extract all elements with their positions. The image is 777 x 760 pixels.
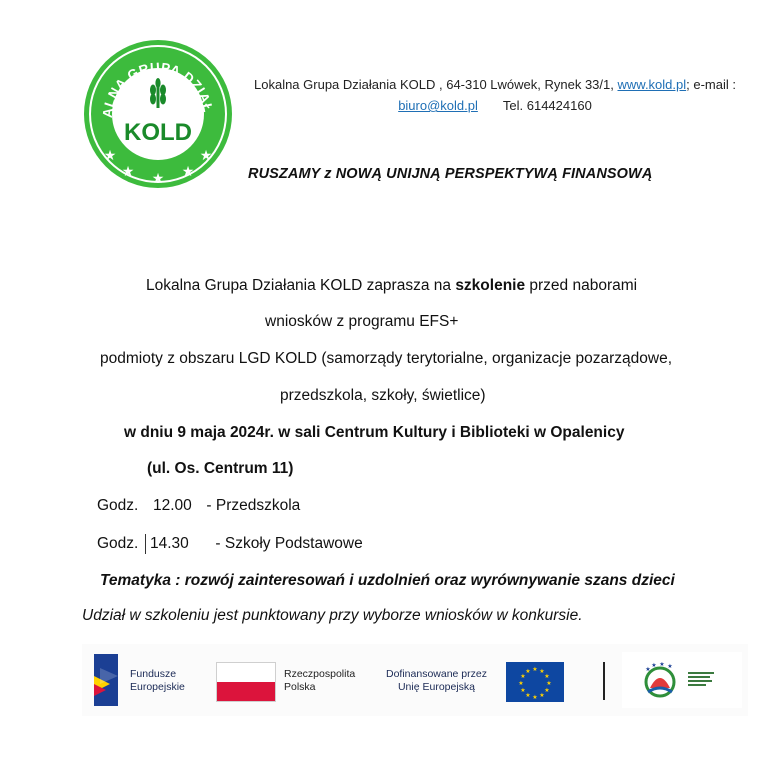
headline: RUSZAMY z NOWĄ UNIJNĄ PERSPEKTYWĄ FINANSOWĄ (248, 166, 653, 182)
eu-line-2: Unię Europejską (397, 681, 476, 693)
svg-text:★: ★ (532, 666, 538, 673)
schedule-label: Godz. (97, 497, 139, 514)
rzeczpospolita-line-2: Polska (284, 681, 316, 693)
website-link[interactable]: www.kold.pl (617, 77, 687, 92)
svg-text:★: ★ (121, 163, 135, 179)
svg-text:★: ★ (520, 687, 526, 694)
note-line: Udział w szkoleniu jest punktowany przy wyborze wniosków w konkursie. (82, 607, 583, 624)
eu-line-1: Dofinansowane przez (386, 668, 487, 680)
email-link[interactable]: biuro@kold.pl (398, 98, 478, 113)
rural-logo-text (688, 672, 728, 688)
svg-text:★: ★ (667, 663, 673, 670)
text-cursor (145, 534, 146, 554)
audience-line-2: przedszkola, szkoły, świetlice) (280, 387, 486, 404)
rural-development-logo (622, 652, 742, 708)
schedule-group: - Szkoły Podstawowe (215, 535, 363, 552)
svg-text:★: ★ (544, 673, 550, 680)
invite-text: Lokalna Grupa Działania KOLD zaprasza na (146, 277, 456, 294)
audience-line-1: podmioty z obszaru LGD KOLD (samorządy terytorialne, organizacje pozarządowe, (100, 350, 673, 367)
logo-center-text: KOLD (124, 119, 192, 146)
rzeczpospolita-text (284, 668, 355, 694)
address-line: (ul. Os. Centrum 11) (147, 460, 294, 477)
svg-text:★: ★ (525, 692, 531, 699)
eu-flag-icon (506, 662, 564, 702)
svg-text:★: ★ (525, 668, 531, 675)
svg-text:★: ★ (645, 666, 651, 673)
rzeczpospolita-line-1: Rzeczpospolita (284, 668, 356, 680)
svg-text:★: ★ (546, 680, 552, 687)
fundusze-text (130, 668, 185, 694)
date-line: w dniu 9 maja 2024r. w sali Centrum Kultury i Biblioteki w Opalenicy (124, 424, 625, 441)
invite-line-2: wniosków z programu EFS+ (265, 313, 459, 330)
rural-development-icon (640, 662, 684, 698)
contact-email-label: ; e-mail : (686, 77, 736, 92)
funding-logos (82, 644, 748, 716)
fundusze-line-2: Europejskie (130, 681, 185, 693)
logo-divider (603, 662, 605, 700)
schedule-label: Godz. (97, 535, 139, 552)
invite-suffix: przed naborami (525, 277, 638, 294)
svg-text:★: ★ (659, 662, 665, 668)
svg-text:★: ★ (532, 694, 538, 701)
eu-funding-text (386, 668, 487, 694)
kold-logo (82, 38, 234, 190)
kold-logo-graphic (82, 38, 234, 190)
logo-ring-text: ALNA GRUPA DZIAŁ (99, 59, 216, 119)
schedule-time: 14.30 (149, 535, 189, 552)
schedule-time: 12.00 (152, 497, 192, 514)
contact-info (240, 74, 750, 116)
schedule-row (97, 497, 300, 515)
schedule-group: - Przedszkola (206, 497, 301, 514)
svg-text:★: ★ (539, 668, 545, 675)
svg-text:★: ★ (518, 680, 524, 687)
svg-text:★: ★ (151, 170, 165, 186)
svg-text:★: ★ (199, 147, 213, 163)
fundusze-europejskie-icon (94, 654, 124, 706)
contact-phone: Tel. 614424160 (502, 98, 592, 113)
svg-text:★: ★ (520, 673, 526, 680)
polish-flag-icon (216, 662, 276, 702)
svg-text:★: ★ (544, 687, 550, 694)
topic-line: Tematyka : rozwój zainteresowań i uzdolnień oraz wyrównywanie szans dzieci (100, 572, 675, 589)
contact-address: Lokalna Grupa Działania KOLD , 64-310 Lwówek, Rynek 33/1, (254, 77, 614, 92)
invite-line-1 (146, 277, 637, 295)
invite-highlight: szkolenie (455, 277, 526, 294)
svg-text:★: ★ (539, 692, 545, 699)
svg-text:★: ★ (651, 662, 657, 669)
fundusze-line-1: Fundusze (130, 668, 177, 680)
schedule-row (97, 535, 363, 553)
svg-text:★: ★ (181, 163, 195, 179)
svg-text:★: ★ (103, 147, 117, 163)
